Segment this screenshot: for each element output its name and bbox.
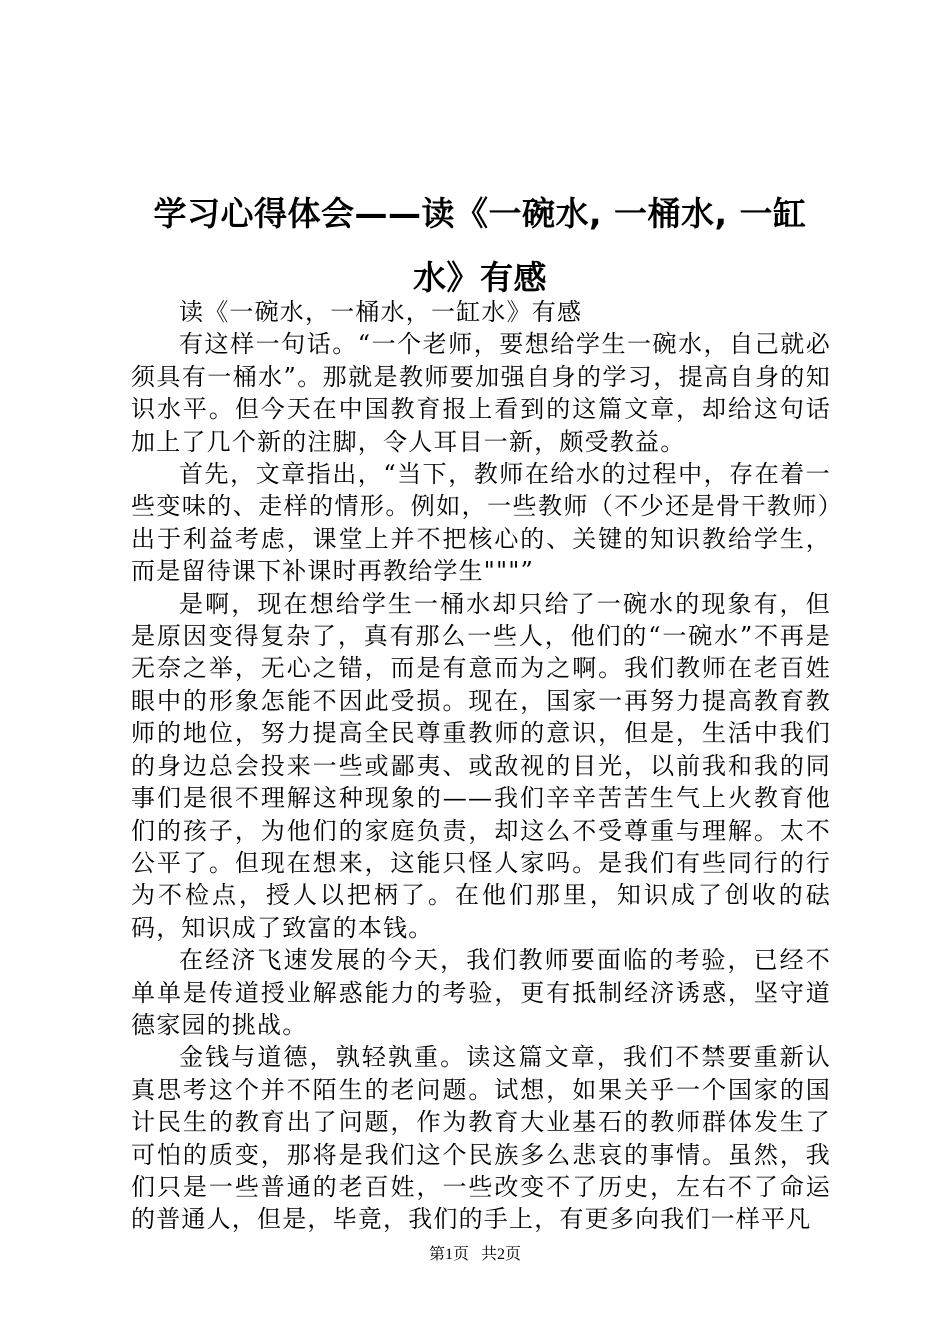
page-number: 第1页 bbox=[428, 1246, 469, 1263]
document-body bbox=[131, 296, 831, 1236]
body-paragraph: 有这样一句话。“一个老师，要想给学生一碗水，自己就必须具有一桶水”。那就是教师要加强自身的学习，提高自身的知识水平。但今天在中国教育报上看到的这篇文章，却给这句话加上了几个新的注脚，令人耳目一新，颇受教益。 bbox=[131, 330, 831, 456]
body-paragraph: 首先，文章指出，“当下，教师在给水的过程中，存在着一些变味的、走样的情形。例如，一些教师（不少还是骨干教师）出于利益考虑，课堂上并不把核心的、关键的知识教给学生，而是留待课下补课时再教给学生"""” bbox=[131, 460, 831, 586]
title-line-2: 水》有感 bbox=[413, 258, 547, 297]
title-line-1: 学习心得体会——读《一碗水, 一桶水, 一缸 bbox=[153, 194, 807, 233]
body-paragraph: 金钱与道德，孰轻孰重。读这篇文章，我们不禁要重新认真思考这个并不陌生的老问题。试想，如果关乎一个国家的国计民生的教育出了问题，作为教育大业基石的教师群体发生了可怕的质变，那将是我们这个民族多么悲哀的事情。虽然，我们只是一些普通的老百姓，一些改变不了历史，左右不了命运的普通人，但是，毕竟，我们的手上，有更多向我们一样平凡 bbox=[131, 1043, 831, 1234]
body-paragraph: 在经济飞速发展的今天，我们教师要面临的考验，已经不单单是传道授业解惑能力的考验，更有抵制经济诱惑，坚守道德家园的挑战。 bbox=[131, 946, 831, 1039]
page-total: 共2页 bbox=[481, 1246, 522, 1263]
page-footer bbox=[0, 1244, 950, 1266]
body-paragraph: 是啊，现在想给学生一桶水却只给了一碗水的现象有，但是原因变得复杂了，真有那么一些人，他们的“一碗水”不再是无奈之举，无心之错，而是有意而为之啊。我们教师在老百姓眼中的形象怎能不因此受损。现在，国家一再努力提高教育教师的地位，努力提高全民尊重教师的意识，但是，生活中我们的身边总会投来一些或鄙夷、或敌视的目光，以前我和我的同事们是很不理解这种现象的——我们辛辛苦苦生气上火教育他们的孩子，为他们的家庭负责，却这么不受尊重与理解。太不公平了。但现在想来，这能只怪人家吗。是我们有些同行的行为不检点，授人以把柄了。在他们那里，知识成了创收的砝码，知识成了致富的本钱。 bbox=[131, 589, 831, 942]
subtitle-paragraph: 读《一碗水，一桶水，一缸水》有感 bbox=[179, 298, 583, 326]
document-title bbox=[130, 182, 830, 310]
